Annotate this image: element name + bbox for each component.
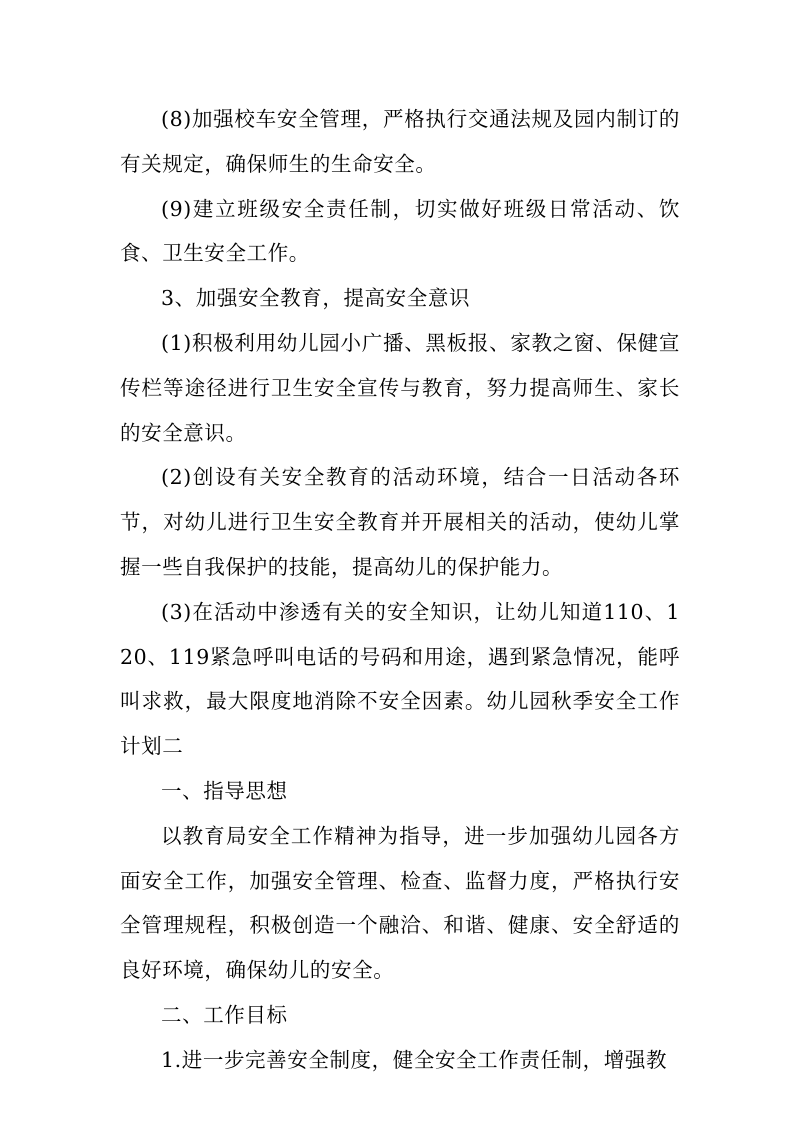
paragraph-work-goal-1: 1.进一步完善安全制度，健全安全工作责任制，增强教: [161, 1047, 668, 1072]
paragraph-activity-environment: (2)创设有关安全教育的活动环境，结合一日活动各环节，对幼儿进行卫生安全教育并开展相关的活动，使幼儿掌握一些自我保护的技能，提高幼儿的保护能力。: [120, 465, 680, 579]
section-heading-guiding-ideology: 一、指导思想: [161, 778, 288, 803]
section-heading-work-goals: 二、工作目标: [161, 1002, 288, 1027]
paragraph-safety-publicity: (1)积极利用幼儿园小广播、黑板报、家教之窗、保健宣传栏等途径进行卫生安全宣传与教育，努力提高师生、家长的安全意识。: [120, 330, 680, 445]
section-heading-safety-education: 3、加强安全教育，提高安全意识: [161, 286, 471, 311]
paragraph-class-safety-responsibility: (9)建立班级安全责任制，切实做好班级日常活动、饮食、卫生安全工作。: [120, 196, 680, 266]
paragraph-school-bus-safety: (8)加强校车安全管理，严格执行交通法规及园内制订的有关规定，确保师生的生命安全。: [120, 107, 680, 176]
paragraph-emergency-numbers: (3)在活动中渗透有关的安全知识，让幼儿知道110、120、119紧急呼叫电话的号码和用途，遇到紧急情况，能呼叫求救，最大限度地消除不安全因素。幼儿园秋季安全工作计划二: [120, 599, 680, 759]
paragraph-guiding-ideology: 以教育局安全工作精神为指导，进一步加强幼儿园各方面安全工作，加强安全管理、检查、监督力度，严格执行安全管理规程，积极创造一个融洽、和谐、健康、安全舒适的良好环境，确保幼儿的安全。: [120, 823, 680, 983]
document-body: [120, 97, 680, 1083]
